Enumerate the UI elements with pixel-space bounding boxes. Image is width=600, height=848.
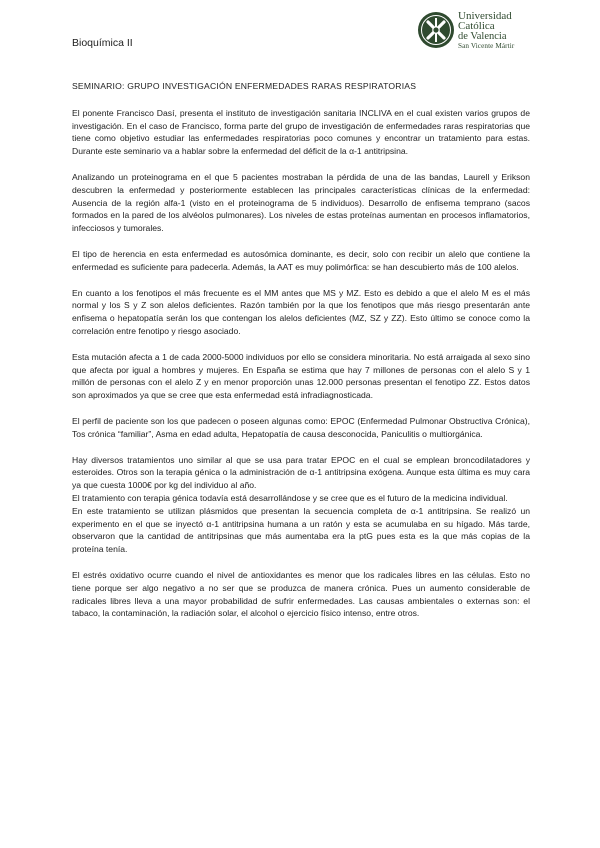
logo-line-3: de Valencia bbox=[458, 30, 507, 42]
paragraph-3: El tipo de herencia en esta enfermedad es autosómica dominante, es decir, solo con recibir un alelo que contiene la enfermedad es suficiente para padecerla. Además, la AAT es muy polimórfica: se han descubierto más de 100 alelos. bbox=[72, 248, 530, 272]
logo-line-1: Universidad bbox=[458, 10, 512, 22]
course-header: Bioquímica II bbox=[72, 37, 133, 49]
paragraph-1: El ponente Francisco Dasí, presenta el instituto de investigación sanitaria INCLIVA en el cual existen varios grupos de investigación. En el caso de Francisco, forma parte del grupo de investigación de enfermedades raras respiratorias que tiene como objetivo estudiar las enfermedades respiratorias poco comunes y encontrar un tratamiento para estas. Durante este seminario va a hablar sobre la enfermedad del déficit de la α-1 antitripsina. bbox=[72, 107, 530, 157]
paragraph-4: En cuanto a los fenotipos el más frecuente es el MM antes que MS y MZ. Esto es debido a que el alelo M es el más normal y los S y Z son alelos deficientes. Razón también por la que los fenotipos que más riesgo presentarán ante enfisema o hepatopatía serán los que contengan los alelos deficientes (MZ, SZ y ZZ). Esto último se conoce como la correlación entre fenotipo y riesgo asociado. bbox=[72, 287, 530, 336]
document-body bbox=[72, 80, 530, 633]
university-logo bbox=[417, 10, 537, 52]
logo-line-4: San Vicente Mártir bbox=[458, 42, 515, 51]
logo-wordmark bbox=[458, 11, 514, 51]
document-title: SEMINARIO: GRUPO INVESTIGACIÓN ENFERMEDADES RARAS RESPIRATORIAS bbox=[72, 81, 417, 91]
paragraph-10: El estrés oxidativo ocurre cuando el nivel de antioxidantes es menor que los radicales libres en las células. Esto no tiene porque ser algo negativo a no ser que se produzca de manera crónica. Pues un aumento considerable de radicales libres lleva a una mayor probabilidad de sufrir enfermedades. Las causas ambientales o externas son: el tabaco, la contaminación, la radiación solar, el alcohol o ejercicio físico intenso, entre otros. bbox=[72, 569, 530, 619]
paragraph-6: El perfil de paciente son los que padecen o poseen algunas como: EPOC (Enfermedad Pulmonar Obstructiva Crónica), Tos crónica “familiar”, Asma en edad adulta, Hepatopatía de causa desconocida, Paniculitis o multiorgánica. bbox=[72, 415, 530, 439]
paragraph-2: Analizando un proteinograma en el que 5 pacientes mostraban la pérdida de una de las bandas, Laurell y Erikson descubren la enfermedad y posteriormente establecen las principales características clínicas de la enfermedad: Ausencia de la región alfa-1 (visto en el proteinograma de 5 individuos). Desarrollo de enfisema temprano (sacos formados en la pared de los alvéolos pulmonares). Los niveles de estas proteínas aumentan en procesos inflamatorios, infecciosos y tumorales. bbox=[72, 171, 530, 234]
paragraph-5: Esta mutación afecta a 1 de cada 2000-5000 individuos por ello se considera minoritaria. No está arraigada al sexo sino que afecta por igual a hombres y mujeres. En España se estima que hay 7 millones de personas con el alelo S y 1 millón de personas con el alelo Z y en menor proporción unas 12.000 personas presentan el fenotipo ZZ. Estos datos son aproximados ya que se cree que esta enfermedad está infradiagnosticada. bbox=[72, 351, 530, 401]
paragraph-8: El tratamiento con terapia génica todavía está desarrollándose y se cree que es el futuro de la medicina individual. bbox=[72, 492, 508, 503]
university-seal-icon bbox=[417, 10, 455, 50]
paragraph-9: En este tratamiento se utilizan plásmidos que presentan la secuencia completa de α-1 antitripsina. Se realizó un experimento en el que se inyectó α-1 antitripsina humana a un ratón y esta se acumulaba en su hígado. Más tarde, observaron que la cantidad de antitripsinas que más aumentaba era la ptG pues esta es la que más copias de la proteína tenía. bbox=[72, 505, 530, 555]
paragraph-7: Hay diversos tratamientos uno similar al que se usa para tratar EPOC en el cual se emplean broncodilatadores y esteroides. Otros son la terapia génica o la administración de α-1 antitripsina exógena. Aunque esta última es muy cara ya que cuesta 1000€ por kg del individuo al año. bbox=[72, 454, 530, 491]
logo-line-2: Católica bbox=[458, 20, 495, 33]
